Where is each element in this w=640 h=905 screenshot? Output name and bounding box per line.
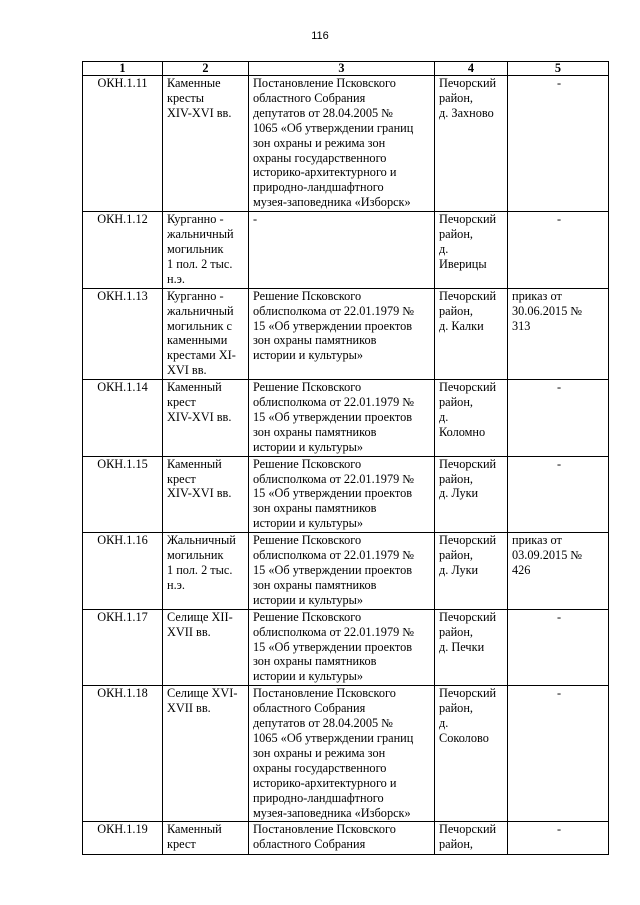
object-note: -	[508, 609, 609, 686]
legal-document: Решение Псковского облисполкома от 22.01.1979 № 15 «Об утверждении проектов зон охраны памятников истории и культуры»	[249, 609, 435, 686]
object-code: ОКН.1.14	[83, 380, 163, 457]
table-row	[83, 822, 609, 855]
heritage-objects-table	[82, 61, 609, 855]
object-name: Каменный крест	[163, 822, 249, 855]
table-row	[83, 533, 609, 610]
legal-document: -	[249, 212, 435, 289]
page-number: 116	[311, 30, 329, 42]
column-header: 2	[163, 62, 249, 76]
object-note: -	[508, 76, 609, 212]
legal-document: Постановление Псковского областного Собрания депутатов от 28.04.2005 № 1065 «Об утверждении границ зон охраны и режима зон охраны государственного историко-архитектурного и природно-ландшафтного музея-заповедника «Изборск»	[249, 686, 435, 822]
object-note: приказ от 30.06.2015 № 313	[508, 288, 609, 379]
object-note: приказ от 03.09.2015 № 426	[508, 533, 609, 610]
object-location: Печорский район, д. Иверицы	[435, 212, 508, 289]
object-name: Жальничный могильник 1 пол. 2 тыс. н.э.	[163, 533, 249, 610]
object-location: Печорский район, д. Коломно	[435, 380, 508, 457]
object-name: Селище XVI- XVII вв.	[163, 686, 249, 822]
object-name: Каменный крест XIV-XVI вв.	[163, 456, 249, 533]
table-row	[83, 380, 609, 457]
column-header: 4	[435, 62, 508, 76]
object-location: Печорский район, д. Захново	[435, 76, 508, 212]
table-row	[83, 609, 609, 686]
column-header: 3	[249, 62, 435, 76]
object-location: Печорский район, д. Калки	[435, 288, 508, 379]
object-name: Каменные кресты XIV-XVI вв.	[163, 76, 249, 212]
legal-document: Решение Псковского облисполкома от 22.01.1979 № 15 «Об утверждении проектов зон охраны памятников истории и культуры»	[249, 380, 435, 457]
object-location: Печорский район, д. Соколово	[435, 686, 508, 822]
object-location: Печорский район,	[435, 822, 508, 855]
object-name: Курганно - жальничный могильник 1 пол. 2 тыс. н.э.	[163, 212, 249, 289]
object-code: ОКН.1.15	[83, 456, 163, 533]
table-row	[83, 76, 609, 212]
legal-document: Постановление Псковского областного Собрания депутатов от 28.04.2005 № 1065 «Об утверждении границ зон охраны и режима зон охраны государственного историко-архитектурного и природно-ландшафтного музея-заповедника «Изборск»	[249, 76, 435, 212]
object-name: Селище XII- XVII вв.	[163, 609, 249, 686]
object-note: -	[508, 456, 609, 533]
object-code: ОКН.1.19	[83, 822, 163, 855]
table-row	[83, 288, 609, 379]
object-location: Печорский район, д. Печки	[435, 609, 508, 686]
legal-document: Решение Псковского облисполкома от 22.01.1979 № 15 «Об утверждении проектов зон охраны памятников истории и культуры»	[249, 533, 435, 610]
legal-document: Решение Псковского облисполкома от 22.01.1979 № 15 «Об утверждении проектов зон охраны памятников истории и культуры»	[249, 288, 435, 379]
object-name: Курганно - жальничный могильник с каменными крестами XI- XVI вв.	[163, 288, 249, 379]
object-note: -	[508, 686, 609, 822]
object-code: ОКН.1.16	[83, 533, 163, 610]
table-header-row	[83, 62, 609, 76]
table-row	[83, 212, 609, 289]
object-code: ОКН.1.18	[83, 686, 163, 822]
object-note: -	[508, 380, 609, 457]
object-location: Печорский район, д. Луки	[435, 456, 508, 533]
object-location: Печорский район, д. Луки	[435, 533, 508, 610]
legal-document: Решение Псковского облисполкома от 22.01.1979 № 15 «Об утверждении проектов зон охраны памятников истории и культуры»	[249, 456, 435, 533]
object-code: ОКН.1.12	[83, 212, 163, 289]
table-row	[83, 456, 609, 533]
legal-document: Постановление Псковского областного Собрания	[249, 822, 435, 855]
column-header: 1	[83, 62, 163, 76]
column-header: 5	[508, 62, 609, 76]
object-code: ОКН.1.17	[83, 609, 163, 686]
object-name: Каменный крест XIV-XVI вв.	[163, 380, 249, 457]
object-note: -	[508, 212, 609, 289]
object-note: -	[508, 822, 609, 855]
table-row	[83, 686, 609, 822]
object-code: ОКН.1.13	[83, 288, 163, 379]
object-code: ОКН.1.11	[83, 76, 163, 212]
table-body	[83, 76, 609, 855]
